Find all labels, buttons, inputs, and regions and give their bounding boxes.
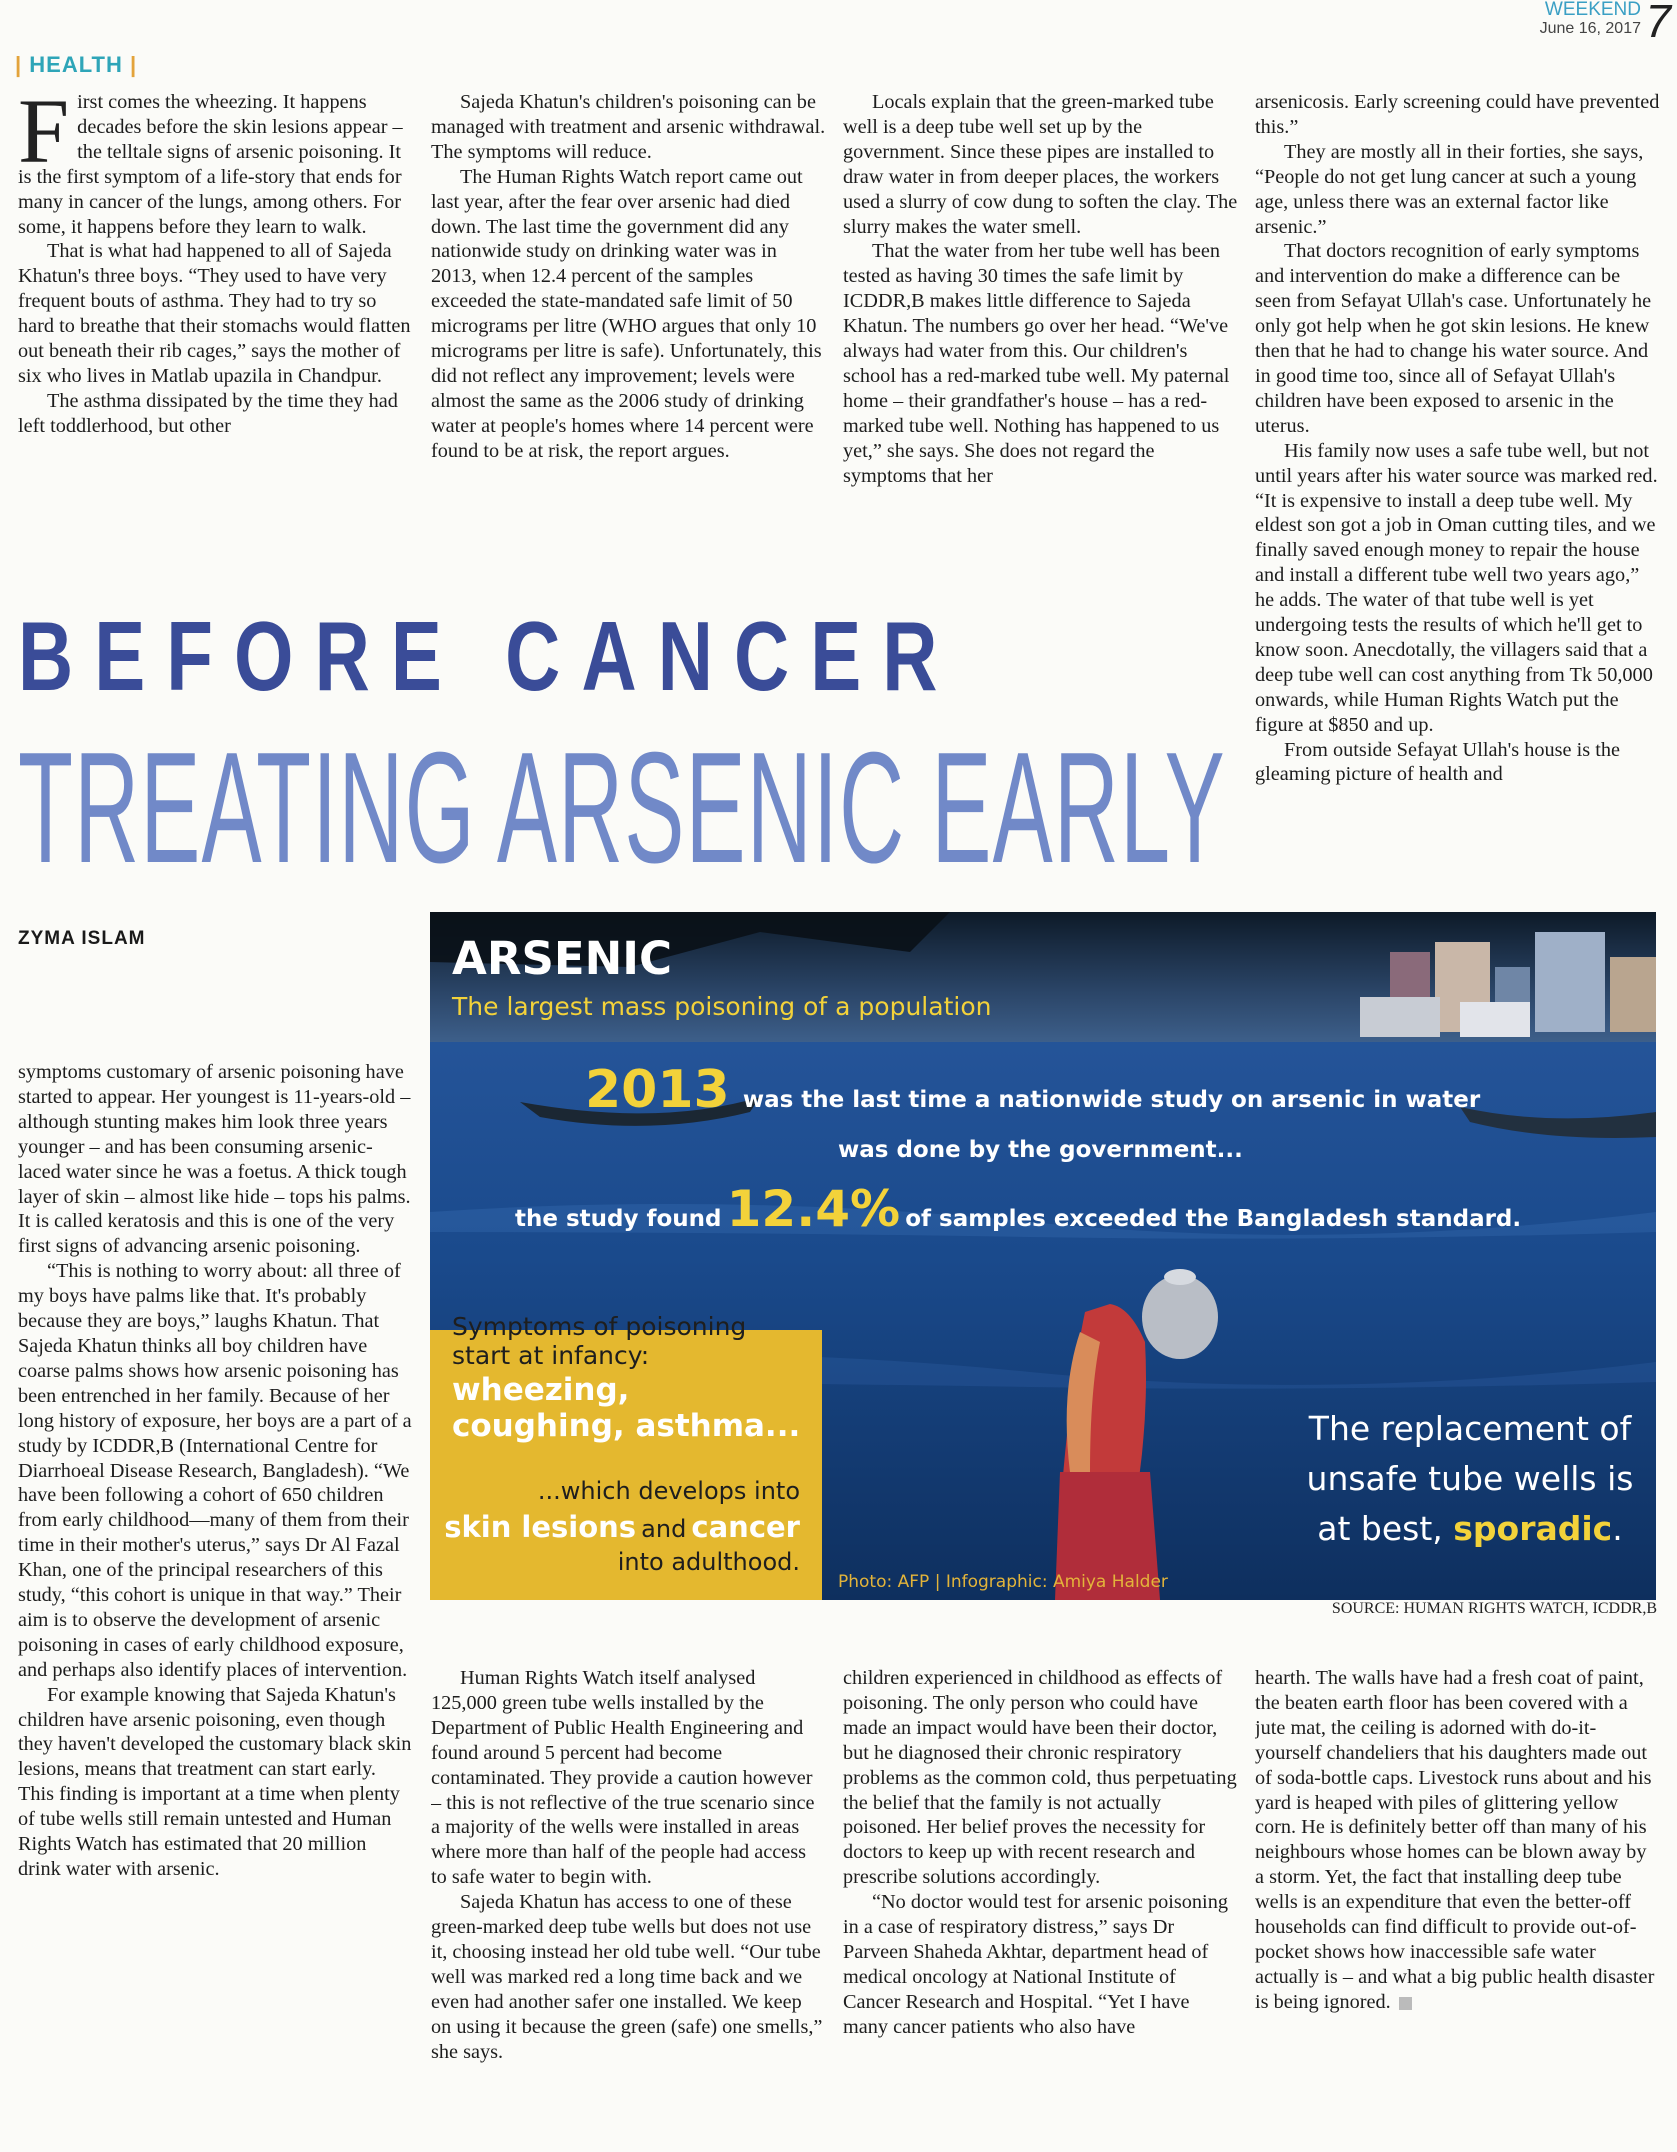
paragraph: arsenicosis. Early screening could have prevented this.” [1255, 91, 1660, 138]
article-column-bottom-3 [843, 1666, 1238, 2146]
replacement-text: The replacement of unsafe tube wells is at best, sporadic. [1306, 1409, 1634, 1548]
end-of-article-mark [1399, 1997, 1412, 2010]
paragraph: That the water from her tube well has been tested as having 30 times the safe limit by ICDDR,B makes little difference to Sajeda Khatun. The numbers go over her head. “We've always had water from this. Our children's school has a red-marked tube well. My paternal home – their grandfather's house – has a red-marked tube well. Nothing has happened to us yet,” she says. She does not regard the symptoms that her [843, 240, 1230, 487]
infographic-title: ARSENIC [452, 932, 673, 985]
issue-date: June 16, 2017 [1539, 20, 1641, 37]
study-post: of samples exceeded the Bangladesh standard. [905, 1206, 1522, 1232]
paragraph: children experienced in childhood as effects of poisoning. The only person who could have made an impact would have been their doctor, but he diagnosed their chronic respiratory problems as the common cold, thus perpetuating the belief that the family is not actually poisoned. Her belief proves the necessity for doctors to keep up with recent research and prescribe solutions accordingly. [843, 1667, 1237, 1889]
replacement-body: The replacement of unsafe tube wells is at best, [1306, 1409, 1634, 1548]
develops-text: ...which develops into [537, 1477, 800, 1505]
paragraph: They are mostly all in their forties, she says, “People do not get lung cancer at such a young age, unless there was an external factor like arsenic.” [1255, 140, 1644, 238]
kicker-headline: BEFORE CANCER [18, 601, 959, 711]
year-text: was the last time a nationwide study on arsenic in water [742, 1087, 1481, 1113]
paragraph: symptoms customary of arsenic poisoning have started to appear. Her youngest is 11-years-old – although stunting makes him look three years younger – and has been consuming arsenic-laced water since he was a foetus. A thick tough layer of skin – almost like hide – tops his palms. It is called keratosis and this is one of the very first signs of advancing arsenic poisoning. [18, 1061, 411, 1258]
sporadic-word: sporadic [1453, 1509, 1613, 1548]
skin-lesions: skin lesions [444, 1510, 637, 1544]
section-tag: | HEALTH | [15, 52, 138, 77]
masthead-info [1540, 0, 1641, 38]
paragraph: From outside Sefayat Ullah's house is the gleaming picture of health and [1255, 738, 1620, 786]
paragraph: The Human Rights Watch report came out last year, after the fear over arsenic had died down. The last time the government did any nationwide study on drinking water was in 2013, when 12.4 percent of the samples exceeded the state-mandated safe limit of 50 micrograms per litre (WHO argues that only 10 micrograms per litre is safe). Unfortunately, this did not reflect any improvement; levels were almost the same as the 2006 study of drinking water at people's homes where 14 percent were found to be at risk, the report argues. [431, 165, 822, 462]
paragraph: His family now uses a safe tube well, but not until years after his water source was marked red. “It is expensive to install a deep tube well. My eldest son got a job in Oman cutting tiles, and we finally saved enough money to repair the house and install a different tube well two years ago,” he adds. The water of that tube well is yet undergoing tests the results of which he'll get to know soon. Anecdotally, the villagers said that a deep tube well can cost anything from Tk 50,000 onwards, while Human Rights Watch put the figure at $850 and up. [1255, 439, 1658, 736]
drop-cap: F [18, 90, 70, 182]
paragraph: For example knowing that Sajeda Khatun's children have arsenic poisoning, even though they haven't developed the customary black skin lesions, means that treatment can start early. This finding is important at a time when plenty of tube wells still remain untested and Human Rights Watch has estimated that 20 million drink water with arsenic. [18, 1683, 412, 1880]
article-column-left [18, 1060, 413, 2145]
year-figure: 2013 [585, 1060, 730, 1120]
paragraph: Human Rights Watch itself analysed 125,000 green tube wells installed by the Department of Public Health Engineering and found around 5 percent had become contaminated. They provide a caution however – this is not reflective of the true scenario since a majority of the wells were installed in areas where more than half of the people had access to safe water to begin with. [431, 1667, 815, 1889]
year-text-2: was done by the government... [838, 1137, 1243, 1163]
paragraph: “No doctor would test for arsenic poisoning in a case of respiratory distress,” says Dr Parveen Shaheda Akhtar, department head of medical oncology at National Institute of Cancer Research and Hospital. “Yet I have many cancer patients who also have [843, 1891, 1228, 2038]
article-column-top-3 [843, 90, 1238, 545]
section-tag-label: HEALTH [29, 52, 123, 77]
article-column-right [1255, 90, 1660, 865]
article-column-bottom-4 [1255, 1666, 1660, 2146]
outcome-text [440, 1510, 800, 1544]
symptoms-list: wheezing, coughing, asthma... [452, 1372, 801, 1444]
symptoms-intro: Symptoms of poisoning start at infancy: [452, 1312, 747, 1370]
paragraph: “This is nothing to worry about: all three of my boys have palms like that. It's probably because they are boys,” laughs Khatun. That Sajeda Khatun thinks all boy children have coarse palms shows how arsenic poisoning has been entrenched in her family. Because of her long history of exposure, her boys are a part of a study by ICDDR,B (International Centre for Diarrhoeal Disease Research, Bangladesh). “We have been following a cohort of 650 children from early childhood—many of them from their time in their mother's uterus,” says Dr Al Fazal Khan, one of the principal researchers of this study, “this cohort is unique in that way.” Their aim is to observe the development of arsenic poisoning in cases of early childhood exposure, and perhaps also identify places of intervention. [18, 1260, 412, 1681]
adulthood-text: into adulthood. [617, 1548, 800, 1576]
article-column-top-1 [18, 90, 413, 545]
arsenic-infographic [430, 912, 1656, 1600]
paragraph: irst comes the wheezing. It happens decades before the skin lesions appear – the telltale signs of arsenic poisoning. It is the first symptom of a life-story that ends for many in cancer of the lungs, among others. For some, it happens before they learn to walk. [18, 91, 403, 238]
section-name: WEEKEND [1544, 0, 1641, 20]
paragraph: That doctors recognition of early symptoms and intervention do make a difference can be seen from Sefayat Ullah's case. Unfortunately he only got help when he got skin lesions. He knew then that he had to change his water source. And in good time too, since all of Sefayat Ullah's children have been exposed to arsenic in the uterus. [1255, 240, 1652, 437]
paragraph: Locals explain that the green-marked tube well is a deep tube well set up by the government. Since these pipes are installed to draw water in from deeper places, the workers used a slurry of cow dung to soften the clay. The slurry makes the water smell. [843, 91, 1238, 238]
paragraph: The asthma dissipated by the time they had left toddlerhood, but other [18, 389, 398, 437]
and-word: and [641, 1515, 687, 1543]
photo-credit: Photo: AFP | Infographic: Amiya Halder [838, 1572, 1168, 1592]
article-column-bottom-2 [431, 1666, 826, 2146]
year-statement [585, 1060, 1480, 1120]
study-percentage: 12.4% [726, 1180, 901, 1238]
article-column-top-2 [431, 90, 826, 545]
paragraph: That is what had happened to all of Sajeda Khatun's three boys. “They used to have very frequent bouts of asthma. They had to try so hard to breathe that their stomachs would flatten out beneath their rib cages,” says the mother of six who lives in Matlab upazila in Chandpur. [18, 240, 411, 387]
source-line: SOURCE: HUMAN RIGHTS WATCH, ICDDR,B [1331, 1600, 1657, 1617]
paragraph: hearth. The walls have had a fresh coat of paint, the beaten earth floor has been covered with a jute mat, the ceiling is adorned with do-it-yourself chandeliers that his daughters made out of soda-bottle caps. Livestock runs about and his yard is heaped with piles of glittering yellow corn. He is definitely better off than many of his neighbours whose homes can be blown away by a storm. Yet, the fact that installing deep tube wells is an expenditure that even the better-off households can find difficult to provide out-of-pocket shows how inaccessible safe water actually is – and what a big public health disaster is being ignored. [1255, 1667, 1655, 2013]
study-pre: the study found [515, 1206, 722, 1232]
page-number: 7 [1645, 0, 1671, 47]
paragraph: Sajeda Khatun has access to one of these green-marked deep tube wells but does not use it, choosing instead her old tube well. “Our tube well was marked red a long time back and we even had another safer one installed. We keep on using it because the green (safe) one smells,” she says. [431, 1891, 823, 2063]
cancer-word: cancer [691, 1510, 800, 1544]
byline: ZYMA ISLAM [18, 928, 146, 949]
study-statement [515, 1180, 1521, 1238]
infographic-subtitle: The largest mass poisoning of a population [452, 992, 992, 1021]
main-headline: TREATING ARSENIC EARLY [18, 720, 1226, 896]
paragraph: Sajeda Khatun's children's poisoning can be managed with treatment and arsenic withdrawal. The symptoms will reduce. [431, 91, 826, 163]
